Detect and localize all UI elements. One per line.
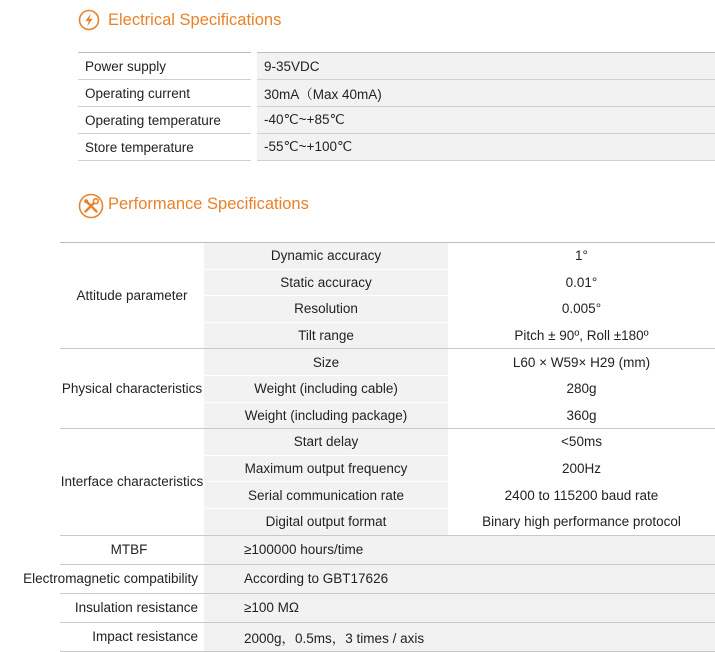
spec-value: 9-35VDC [254,53,715,80]
table-row [78,80,715,107]
spec-value: 360g [448,402,715,429]
spec-value: 1° [448,243,715,270]
spec-value: ≥100 MΩ [204,593,715,622]
electrical-section-title: Electrical Specifications [108,10,282,29]
spec-label: Operating current [78,80,254,107]
spec-value: 2000g，0.5ms，3 times / axis [204,622,715,651]
spec-label-text: Electromagnetic compatibility [23,571,198,587]
performance-section-title: Performance Specifications [108,194,309,213]
table-row [60,243,715,270]
table-row [78,134,715,161]
spec-label [23,564,204,593]
spec-item: Size [204,349,448,376]
electrical-spec-table [78,52,715,161]
spec-value: -40℃~+85℃ [254,107,715,134]
table-row [60,593,715,622]
spec-item: Digital output format [204,508,448,535]
table-row [78,107,715,134]
spec-item: Serial communication rate [204,482,448,509]
spec-value: Pitch ± 90º, Roll ±180º [448,322,715,349]
electrical-section-header [78,9,281,31]
spec-label: MTBF [60,535,204,564]
spec-value: 200Hz [448,455,715,482]
spec-item: Dynamic accuracy [204,243,448,270]
table-row [60,535,715,564]
group-label: Attitude parameter [60,243,204,349]
group-label: Interface characteristics [60,429,204,535]
spec-item: Tilt range [204,322,448,349]
spec-value: ≥100000 hours/time [204,535,715,564]
spec-item: Maximum output frequency [204,455,448,482]
group-label: Physical characteristics [60,349,204,429]
tools-icon [78,193,100,215]
spec-value: 30mA（Max 40mA) [254,80,715,107]
spec-item: Weight (including cable) [204,375,448,402]
table-row [60,622,715,651]
spec-label: Store temperature [78,134,254,161]
spec-value: -55℃~+100℃ [254,134,715,161]
spec-value: 0.005° [448,296,715,323]
spec-item: Weight (including package) [204,402,448,429]
spec-value: 0.01° [448,269,715,296]
spec-label: Power supply [78,53,254,80]
spec-item: Resolution [204,296,448,323]
table-row [60,564,715,593]
performance-spec-table [23,242,715,652]
spec-value: <50ms [448,429,715,456]
spec-item: Start delay [204,429,448,456]
performance-section-header [78,193,309,215]
spec-value: 2400 to 115200 baud rate [448,482,715,509]
spec-label: Insulation resistance [60,593,204,622]
spec-value: 280g [448,375,715,402]
spec-value: L60 × W59× H29 (mm) [448,349,715,376]
table-row [60,429,715,456]
spec-value: Binary high performance protocol [448,508,715,535]
spec-label: Impact resistance [60,622,204,651]
spec-item: Static accuracy [204,269,448,296]
table-row [60,349,715,376]
spec-value: According to GBT17626 [204,564,715,593]
lightning-icon [78,9,100,31]
table-row [78,53,715,80]
spec-label: Operating temperature [78,107,254,134]
